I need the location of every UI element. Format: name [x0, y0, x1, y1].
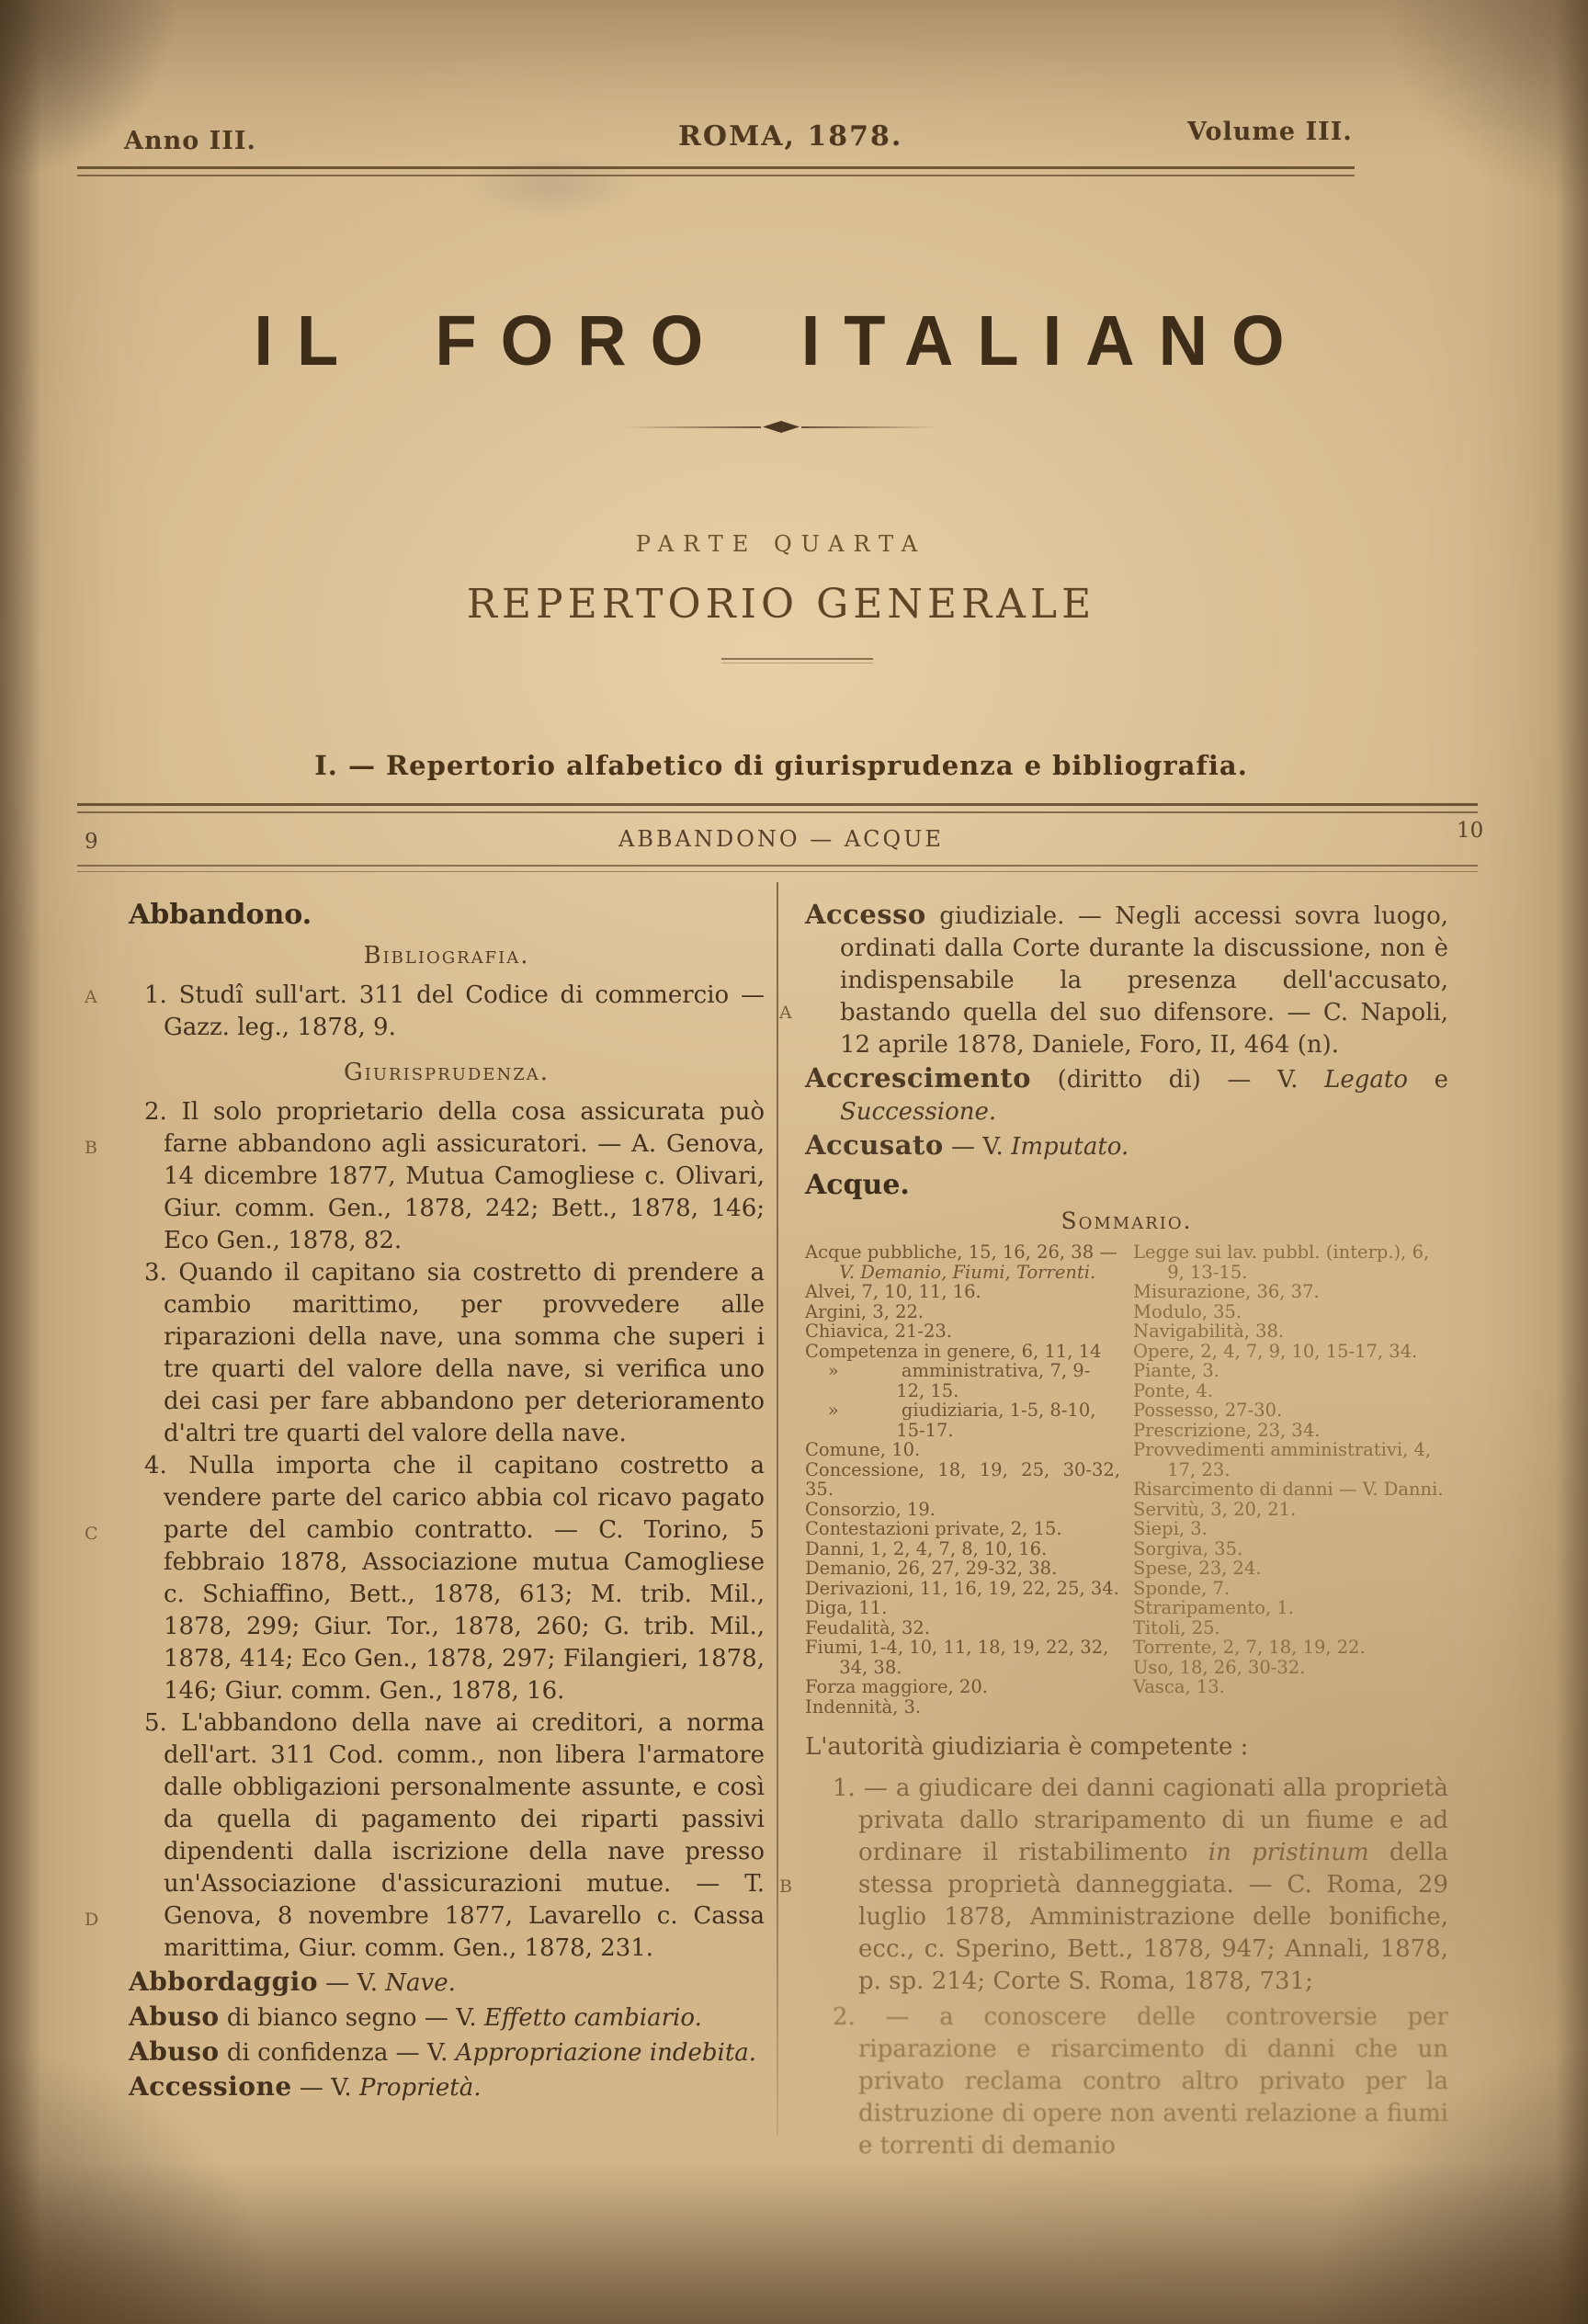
acque-item-2-text: 2. — a conoscere delle controversie per riparazione e risarcimento di danni che un privato reclama contro altro privato per la distruzione di opere non aventi relazione a fiumi e torrenti di demanio: [833, 2003, 1448, 2160]
entry-accesso: [779, 899, 1448, 1061]
sommario-entry: 17, 23.: [1133, 1458, 1231, 1480]
margin-letter-c-left: C: [85, 1524, 98, 1544]
sommario-entry: Diga, 11.: [805, 1597, 888, 1618]
margin-letter-a-right: A: [779, 1003, 792, 1023]
abbandono-item-4-text: 4. Nulla importa che il capitano costretto a vendere parte del carico abbia col ricavo pagato parte del cambio contratto. — C. Torino, 5 febbraio 1878, Associazione mutua Camogliese c. Schiaffino, Bett., 1878, 613; M. trib. Mil., 1878, 299; Giur. Tor., 1878, 260; G. trib. Mil., 1878, 414; Eco Gen., 1878, 297; Filangieri, 1878, 146; Giur. comm. Gen., 1878, 16.: [144, 1452, 765, 1705]
cross-ref-abuso-bianco-segno: [129, 2001, 765, 2035]
sommario-entry: Spese, 23, 24.: [1133, 1558, 1262, 1579]
sommario-entry: Navigabilità, 38.: [1133, 1321, 1285, 1342]
sommario-entry: Argini, 3, 22.: [805, 1300, 924, 1322]
sommario-entry: Misurazione, 36, 37.: [1133, 1281, 1320, 1302]
sommario-entry: Vasca, 13.: [1133, 1676, 1225, 1697]
cross-ref-mid: di confidenza — V.: [219, 2039, 456, 2067]
cross-ref-target: Nave.: [385, 1969, 456, 1997]
flourish-line-left: [623, 426, 761, 428]
sommario-entry: Prescrizione, 23, 34.: [1133, 1419, 1321, 1441]
sommario-entry: Torrente, 2, 7, 18, 19, 22.: [1133, 1637, 1366, 1658]
section-heading: I. — Repertorio alfabetico di giurisprudenza e bibliografia.: [314, 750, 1248, 781]
cross-ref-abuso-confidenza: [129, 2035, 765, 2069]
cross-ref-target: Appropriazione indebita.: [455, 2039, 757, 2067]
cross-ref-target: Effetto cambiario.: [483, 2004, 702, 2032]
flourish-line-right: [801, 426, 939, 428]
accrescimento-ref-legato: Legato: [1324, 1066, 1408, 1094]
cross-ref-term: Accessione: [129, 2071, 292, 2102]
sommario-column-right: [1133, 1242, 1448, 1717]
sommario-entry: 12, 15.: [805, 1379, 959, 1401]
header-roma: ROMA, 1878.: [678, 120, 903, 153]
sommario-entry: Provvedimenti amministrativi, 4,: [1133, 1439, 1432, 1460]
cross-ref-mid: — V.: [291, 2074, 359, 2102]
competente-line: L'autorità giudiziaria è competente :: [805, 1733, 1249, 1761]
margin-letter-d-left: D: [85, 1910, 99, 1930]
accrescimento-conj: e: [1408, 1066, 1449, 1094]
page-title: IL FORO ITALIANO: [254, 300, 1309, 380]
abbandono-item-5: [85, 1707, 765, 1965]
sommario-entry: Straripamento, 1.: [1133, 1597, 1294, 1618]
cross-ref-target: Proprietà.: [358, 2074, 482, 2102]
sommario-entry: Titoli, 25.: [1133, 1616, 1220, 1638]
sommario-column-left: [805, 1241, 1127, 1717]
column-divider: [777, 882, 778, 2137]
sommario-heading: Sommario.: [1061, 1207, 1193, 1234]
cross-ref-abbordaggio: [129, 1966, 765, 2000]
entry-term-accesso: Accesso: [805, 899, 926, 930]
abbandono-item-2-text: 2. Il solo proprietario della cosa assicurata può farne abbandono agli assicuratori. — A. Genova, 14 dicembre 1877, Mutua Camogliese c. Olivari, Giur. comm. Gen., 1878, 242; Bett., 1878, 146; Eco Gen., 1878, 82.: [144, 1098, 765, 1254]
paper-smudge: [464, 153, 639, 217]
cross-ref-term: Abuso: [129, 2001, 220, 2032]
entry-accrescimento: [805, 1062, 1448, 1128]
section-rule: [77, 803, 1478, 813]
sommario-entry: Derivazioni, 11, 16, 19, 22, 25, 34.: [805, 1577, 1119, 1599]
sommario-entry: Concessione, 18, 19, 25, 30-32, 35.: [805, 1458, 1127, 1500]
entry-term-accusato: Accusato: [805, 1129, 944, 1161]
abbandono-item-2: [85, 1096, 765, 1257]
sommario-entry: Modulo, 35.: [1133, 1300, 1242, 1322]
sommario-entry: Opere, 2, 4, 7, 9, 10, 15-17, 34.: [1133, 1340, 1418, 1362]
cross-ref-mid: di bianco segno — V.: [219, 2004, 484, 2032]
abbandono-item-5-text: 5. L'abbandono della nave ai creditori, a norma dell'art. 311 Cod. comm., non libera l'armatore dalle obbligazioni personalmente assunte, e così da quella di pagamento dei riparti passivi dipendenti dalla iscrizione della nave presso un'Associazione d'assicurazioni mutue. — T. Genova, 8 novembre 1877, Lavarello c. Cassa marittima, Giur. comm. Gen., 1878, 231.: [144, 1709, 765, 1962]
cross-ref-mid: — V.: [318, 1969, 386, 1997]
sommario-entry: » amministrativa, 7, 9-: [805, 1360, 1091, 1381]
sommario-entry: Piante, 3.: [1133, 1360, 1219, 1381]
accesso-body: giudiziale. — Negli accessi sovra luogo, ordinati dalla Corte durante la discussione, non è indispensabile la presenza dell'accusato, bastando quella del suo difensore. — C. Napoli, 12 aprile 1878, Daniele, Foro, II, 464 (n).: [840, 902, 1448, 1059]
subtitle-rule: [721, 658, 873, 663]
sommario-entry: Uso, 18, 26, 30-32.: [1133, 1656, 1306, 1678]
sommario-entry: 34, 38.: [805, 1656, 902, 1678]
bibliografia-heading: Bibliografia.: [363, 942, 530, 969]
acque-item-1: [779, 1773, 1448, 1998]
title-flourish: [110, 421, 1452, 433]
sommario-entry: Forza maggiore, 20.: [805, 1676, 988, 1697]
abbandono-item-1-text: 1. Studî sull'art. 311 del Codice di commercio — Gazz. leg., 1878, 9.: [144, 981, 765, 1041]
sommario-entry: 9, 13-15.: [1133, 1261, 1248, 1283]
acque-item-1-pre: 1. — a giudicare dei danni cagionati alla proprietà privata dallo straripamento di un fiume e ad ordinare il ristabilimento: [833, 1774, 1448, 1866]
sommario-entry: 15-17.: [805, 1419, 954, 1441]
running-head: ABBANDONO — ACQUE: [618, 826, 944, 852]
margin-letter-b-left: B: [85, 1138, 97, 1158]
sommario-entry: Servitù, 3, 20, 21.: [1133, 1498, 1297, 1520]
sommario-entry: Comune, 10.: [805, 1439, 921, 1460]
sommario-entry: Alvei, 7, 10, 11, 16.: [805, 1281, 981, 1302]
accusato-ref: Imputato.: [1011, 1133, 1129, 1161]
entry-term-accrescimento: Accrescimento: [805, 1062, 1032, 1094]
cross-ref-term: Abuso: [129, 2036, 220, 2067]
sommario-entry: Competenza in genere, 6, 11, 14: [805, 1340, 1102, 1362]
margin-letter-a-left: A: [85, 987, 97, 1007]
page-number-left: 9: [85, 830, 98, 854]
header-rule: [77, 166, 1355, 176]
sommario-entry: Feudalità, 32.: [805, 1616, 931, 1638]
header-volume: Volume III.: [1187, 118, 1353, 146]
abbandono-item-1: [85, 980, 765, 1044]
sommario-entry: Fiumi, 1-4, 10, 11, 18, 19, 22, 32,: [805, 1637, 1109, 1658]
accrescimento-ref-successione: Successione.: [840, 1098, 997, 1126]
sommario-entry: Chiavica, 21-23.: [805, 1321, 952, 1342]
acque-item-1-post: della stessa proprietà danneggiata. — C. Roma, 29 luglio 1878, Amministrazione delle bonifiche, ecc., c. Sperino, Bett., 1878, 947; Annali, 1878, p. sp. 214; Corte S. Roma, 1878, 731;: [858, 1839, 1448, 1995]
sommario-entry: Siepi, 3.: [1133, 1518, 1208, 1539]
acque-item-1-latin: in pristinum: [1208, 1839, 1369, 1866]
abbandono-item-4: [85, 1450, 765, 1707]
sommario-entry: Ponte, 4.: [1133, 1379, 1214, 1401]
sommario-entry: V. Demanio, Fiumi, Torrenti.: [805, 1261, 1096, 1283]
accrescimento-mid: (diritto di) — V.: [1031, 1066, 1325, 1094]
right-column: [779, 899, 1449, 2162]
left-column: [85, 899, 765, 2104]
giurisprudenza-heading: Giurisprudenza.: [344, 1059, 550, 1086]
sommario-entry: Indennità, 3.: [805, 1695, 922, 1717]
page-number-right: 10: [1457, 819, 1484, 843]
sommario-entry: Contestazioni private, 2, 15.: [805, 1518, 1062, 1539]
sommario-entry: Possesso, 27-30.: [1133, 1400, 1283, 1421]
sommario-entry: Acque pubbliche, 15, 16, 26, 38 —: [805, 1241, 1117, 1263]
sommario-entry: Sorgiva, 35.: [1133, 1537, 1243, 1559]
cross-ref-accessione: [129, 2070, 765, 2104]
sommario-entry: Demanio, 26, 27, 29-32, 38.: [805, 1558, 1058, 1579]
sommario-entry: Risarcimento di danni — V. Danni.: [1133, 1479, 1444, 1500]
accusato-mid: — V.: [943, 1133, 1012, 1161]
abbandono-item-3: [129, 1257, 765, 1450]
sommario-entry: Legge sui lav. pubbl. (interp.), 6,: [1133, 1241, 1430, 1263]
entry-term-acque: Acque.: [805, 1169, 910, 1201]
entry-term-abbandono: Abbandono.: [129, 899, 312, 931]
flourish-diamond-icon: [763, 421, 800, 433]
part-label: PARTE QUARTA: [635, 531, 927, 557]
acque-item-2: [805, 2001, 1448, 2162]
sommario-entry: Sponde, 7.: [1133, 1577, 1231, 1599]
entry-accusato: [805, 1129, 1448, 1163]
running-head-rule: [77, 865, 1478, 872]
sommario-entry: Danni, 1, 2, 4, 7, 8, 10, 16.: [805, 1537, 1048, 1559]
abbandono-item-3-text: 3. Quando il capitano sia costretto di prendere a cambio marittimo, per provvedere alle riparazioni della nave, una somma che superi i tre quarti del valore della nave, si verifica uno dei casi per fare abbandono per deterioramento d'altri tre quarti del valore della nave.: [144, 1259, 765, 1447]
margin-letter-b-right: B: [779, 1876, 792, 1897]
subtitle: REPERTORIO GENERALE: [466, 581, 1096, 628]
sommario-index: [805, 1242, 1448, 1717]
sommario-entry: Consorzio, 19.: [805, 1498, 936, 1520]
header-anno: Anno III.: [124, 127, 256, 155]
sommario-entry: » giudiziaria, 1-5, 8-10,: [805, 1400, 1096, 1421]
cross-ref-term: Abbordaggio: [129, 1967, 318, 1997]
